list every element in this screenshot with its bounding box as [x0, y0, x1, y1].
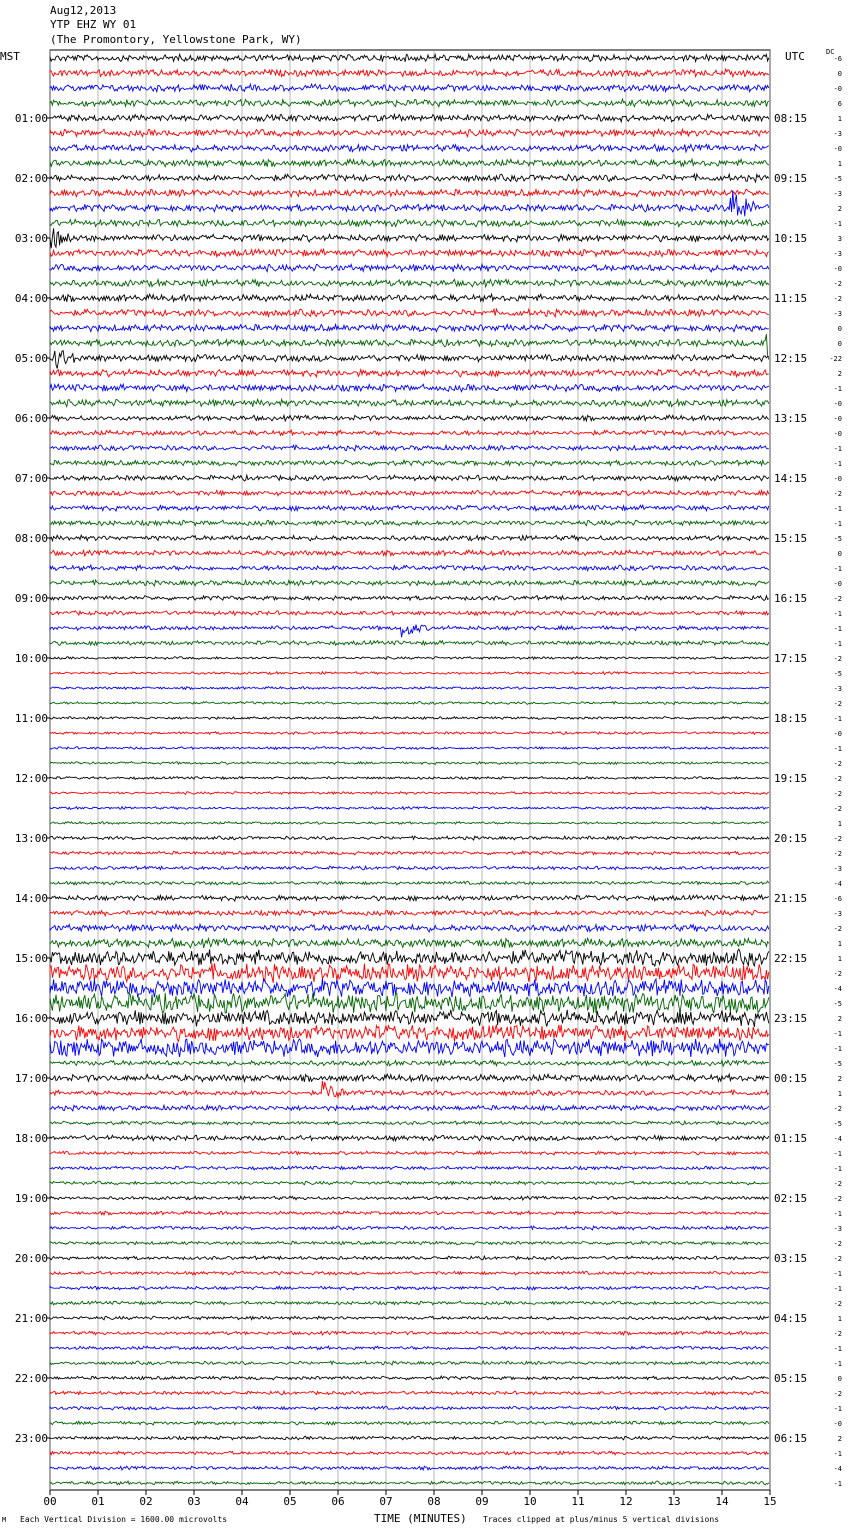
- seismic-trace: [50, 220, 769, 227]
- dc-offset-value: -3: [833, 1225, 842, 1233]
- dc-offset-value: -6: [833, 895, 842, 903]
- seismic-trace: [50, 866, 769, 870]
- seismic-trace: [50, 1121, 769, 1125]
- seismic-trace: [50, 159, 769, 167]
- seismic-trace: [50, 963, 769, 983]
- dc-offset-value: -0: [833, 85, 842, 93]
- dc-offset-value: -2: [833, 805, 842, 813]
- dc-offset-value: -1: [833, 1165, 842, 1173]
- dc-offset-value: -3: [833, 910, 842, 918]
- seismic-trace: [50, 1271, 769, 1275]
- dc-offset-value: -2: [833, 835, 842, 843]
- x-axis-title: TIME (MINUTES): [374, 1512, 467, 1525]
- station-location: (The Promontory, Yellowstone Park, WY): [50, 33, 302, 46]
- seismic-trace: [50, 625, 769, 638]
- seismic-trace: [50, 1211, 769, 1215]
- x-tick-label: 10: [523, 1495, 537, 1508]
- dc-offset-value: -2: [833, 790, 842, 798]
- seismic-trace: [50, 249, 769, 257]
- mst-hour-label: 12:00: [14, 772, 48, 785]
- dc-offset-value: -2: [833, 925, 842, 933]
- utc-hour-label: 12:15: [774, 352, 808, 365]
- dc-offset-value: 0: [837, 70, 842, 78]
- dc-offset-value: -5: [833, 535, 842, 543]
- vertical-scale-note: Each Vertical Division = 1600.00 microvolts: [20, 1515, 228, 1524]
- seismic-trace: [50, 1316, 769, 1320]
- seismic-trace: [50, 1376, 769, 1380]
- mst-hour-label: 03:00: [14, 232, 48, 245]
- utc-hour-label: 22:15: [774, 952, 808, 965]
- seismic-trace: [50, 807, 769, 810]
- seismic-trace: [50, 895, 769, 901]
- dc-offset-value: -2: [833, 1300, 842, 1308]
- x-tick-label: 12: [619, 1495, 633, 1508]
- x-tick-label: 07: [379, 1495, 393, 1508]
- seismic-trace: [50, 1025, 769, 1042]
- seismic-trace: [50, 520, 769, 526]
- dc-offset-value: 0: [837, 1375, 842, 1383]
- seismic-trace: [50, 747, 769, 750]
- seismic-trace: [50, 1301, 769, 1305]
- seismic-trace: [50, 144, 769, 152]
- dc-offset-value: -2: [833, 850, 842, 858]
- seismic-trace: [50, 294, 769, 302]
- seismic-trace: [50, 1166, 769, 1170]
- seismic-trace: [50, 129, 769, 136]
- seismic-trace: [50, 69, 769, 77]
- seismic-trace: [50, 717, 769, 720]
- mst-hour-label: 23:00: [14, 1432, 48, 1445]
- dc-offset-value: -5: [833, 1000, 842, 1008]
- dc-offset-value: -5: [833, 1120, 842, 1128]
- dc-offset-value: -0: [833, 265, 842, 273]
- dc-offset-value: -1: [833, 1045, 842, 1053]
- seismic-trace: [50, 1196, 769, 1200]
- utc-hour-label: 19:15: [774, 772, 808, 785]
- mst-hour-label: 15:00: [14, 952, 48, 965]
- utc-hour-label: 11:15: [774, 292, 808, 305]
- dc-offset-value: 0: [837, 340, 842, 348]
- dc-offset-value: -1: [833, 640, 842, 648]
- seismic-trace: [50, 550, 769, 556]
- x-tick-label: 03: [187, 1495, 201, 1508]
- dc-offset-value: -0: [833, 430, 842, 438]
- seismic-trace: [50, 174, 769, 182]
- utc-hour-label: 15:15: [774, 532, 808, 545]
- dc-offset-value: -5: [833, 1060, 842, 1068]
- dc-offset-value: 1: [837, 115, 842, 123]
- dc-offset-value: 1: [837, 940, 842, 948]
- seismic-trace: [50, 445, 769, 451]
- dc-offset-value: -2: [833, 1105, 842, 1113]
- seismic-trace: [50, 1256, 769, 1260]
- seismic-trace: [50, 777, 769, 780]
- mst-hour-label: 17:00: [14, 1072, 48, 1085]
- dc-offset-value: -2: [833, 1255, 842, 1263]
- seismic-trace: [50, 732, 769, 735]
- dc-offset-value: -0: [833, 400, 842, 408]
- utc-hour-label: 00:15: [774, 1072, 808, 1085]
- dc-offset-value: -2: [833, 1195, 842, 1203]
- dc-offset-value: -3: [833, 310, 842, 318]
- x-tick-label: 09: [475, 1495, 489, 1508]
- seismic-trace: [50, 84, 769, 92]
- seismic-trace: [50, 1331, 769, 1335]
- seismic-trace: [50, 1466, 769, 1470]
- seismic-trace: [50, 475, 769, 481]
- dc-offset-value: -1: [833, 520, 842, 528]
- mst-hour-label: 02:00: [14, 172, 48, 185]
- dc-offset-value: -5: [833, 175, 842, 183]
- seismic-trace: [50, 687, 769, 690]
- seismic-trace: [50, 460, 769, 466]
- utc-hour-label: 14:15: [774, 472, 808, 485]
- mst-hour-label: 19:00: [14, 1192, 48, 1205]
- seismic-trace: [50, 924, 769, 932]
- seismic-trace: [50, 836, 769, 840]
- dc-offset-value: -2: [833, 490, 842, 498]
- dc-offset-value: -1: [833, 1270, 842, 1278]
- mst-hour-label: 05:00: [14, 352, 48, 365]
- dc-offset-value: -1: [833, 505, 842, 513]
- dc-offset-value: -3: [833, 865, 842, 873]
- dc-offset-value: -0: [833, 1420, 842, 1428]
- mst-hour-label: 22:00: [14, 1372, 48, 1385]
- seismic-trace: [50, 415, 769, 421]
- mst-hour-label: 07:00: [14, 472, 48, 485]
- seismic-trace: [50, 1151, 769, 1155]
- dc-offset-value: -1: [833, 1480, 842, 1488]
- dc-offset-value: -2: [833, 280, 842, 288]
- seismic-trace: [50, 1074, 769, 1082]
- dc-offset-value: -2: [833, 1330, 842, 1338]
- dc-offset-value: -1: [833, 610, 842, 618]
- x-tick-label: 14: [715, 1495, 729, 1508]
- seismic-trace: [50, 505, 769, 511]
- mst-hour-label: 13:00: [14, 832, 48, 845]
- x-tick-label: 02: [139, 1495, 153, 1508]
- utc-hour-label: 06:15: [774, 1432, 808, 1445]
- dc-offset-header: DC: [826, 48, 835, 56]
- dc-offset-value: 1: [837, 820, 842, 828]
- seismic-trace: [50, 938, 769, 948]
- dc-offset-value: 2: [837, 1435, 842, 1443]
- utc-hour-label: 01:15: [774, 1132, 808, 1145]
- dc-offset-value: -1: [833, 460, 842, 468]
- dc-offset-value: -1: [833, 385, 842, 393]
- dc-offset-value: -2: [833, 775, 842, 783]
- mst-hour-label: 06:00: [14, 412, 48, 425]
- footer-mark: M: [2, 1516, 7, 1524]
- dc-offset-value: -0: [833, 145, 842, 153]
- mst-hour-label: 21:00: [14, 1312, 48, 1325]
- seismic-trace: [50, 1406, 769, 1410]
- seismic-trace: [50, 702, 769, 705]
- seismic-trace: [50, 979, 769, 998]
- seismic-trace: [50, 384, 769, 391]
- x-tick-label: 05: [283, 1495, 297, 1508]
- utc-hour-label: 17:15: [774, 652, 808, 665]
- seismic-trace: [50, 565, 769, 571]
- dc-offset-value: -2: [833, 1390, 842, 1398]
- seismic-trace: [50, 1226, 769, 1230]
- dc-offset-value: -2: [833, 295, 842, 303]
- utc-hour-label: 02:15: [774, 1192, 808, 1205]
- seismic-trace: [50, 762, 769, 765]
- x-tick-label: 00: [43, 1495, 57, 1508]
- seismic-trace: [50, 1060, 769, 1066]
- dc-offset-value: -2: [833, 595, 842, 603]
- dc-offset-value: 2: [837, 1075, 842, 1083]
- x-tick-label: 06: [331, 1495, 345, 1508]
- seismic-trace: [50, 54, 769, 61]
- seismic-trace: [50, 672, 769, 675]
- utc-hour-label: 23:15: [774, 1012, 808, 1025]
- seismic-trace: [50, 881, 769, 885]
- dc-offset-value: -1: [833, 1345, 842, 1353]
- seismic-trace: [50, 580, 769, 586]
- dc-offset-value: -1: [833, 1030, 842, 1038]
- seismic-trace: [50, 910, 769, 916]
- seismic-trace: [50, 1241, 769, 1245]
- dc-offset-value: -3: [833, 190, 842, 198]
- mst-hour-label: 01:00: [14, 112, 48, 125]
- mst-hour-label: 04:00: [14, 292, 48, 305]
- dc-offset-value: -3: [833, 685, 842, 693]
- mst-hour-label: 20:00: [14, 1252, 48, 1265]
- dc-offset-value: -0: [833, 475, 842, 483]
- seismic-trace: [50, 309, 769, 317]
- utc-hour-label: 16:15: [774, 592, 808, 605]
- dc-offset-value: -0: [833, 415, 842, 423]
- dc-offset-value: -1: [833, 1360, 842, 1368]
- dc-offset-value: -1: [833, 220, 842, 228]
- seismic-trace: [50, 264, 769, 272]
- dc-offset-value: 1: [837, 1315, 842, 1323]
- dc-offset-value: -1: [833, 1150, 842, 1158]
- dc-offset-value: -1: [833, 1450, 842, 1458]
- x-tick-label: 15: [763, 1495, 777, 1508]
- dc-offset-value: 1: [837, 160, 842, 168]
- seismic-trace: [50, 851, 769, 855]
- dc-offset-value: -1: [833, 565, 842, 573]
- dc-offset-value: 0: [837, 325, 842, 333]
- station-code: YTP EHZ WY 01: [50, 18, 137, 31]
- x-tick-label: 08: [427, 1495, 441, 1508]
- dc-offset-value: -4: [833, 1465, 842, 1473]
- mst-hour-label: 14:00: [14, 892, 48, 905]
- seismic-trace: [50, 1286, 769, 1290]
- utc-hour-label: 10:15: [774, 232, 808, 245]
- seismic-trace: [50, 279, 769, 287]
- seismic-trace: [50, 822, 769, 825]
- dc-offset-value: -3: [833, 130, 842, 138]
- seismic-trace: [50, 228, 769, 248]
- seismic-trace: [50, 1135, 769, 1141]
- utc-hour-label: 05:15: [774, 1372, 808, 1385]
- utc-hour-label: 04:15: [774, 1312, 808, 1325]
- mst-hour-label: 10:00: [14, 652, 48, 665]
- left-timezone-label: MST: [0, 50, 20, 63]
- x-tick-label: 11: [571, 1495, 585, 1508]
- dc-offset-value: -1: [833, 625, 842, 633]
- mst-hour-label: 08:00: [14, 532, 48, 545]
- seismic-trace: [50, 1105, 769, 1111]
- seismic-trace: [50, 949, 769, 966]
- dc-offset-value: -0: [833, 580, 842, 588]
- seismic-trace: [50, 334, 769, 359]
- dc-offset-value: -2: [833, 760, 842, 768]
- seismic-trace: [50, 114, 769, 121]
- seismic-trace: [50, 1039, 769, 1057]
- seismic-trace: [50, 1181, 769, 1185]
- seismic-trace: [50, 189, 769, 197]
- dc-offset-value: -1: [833, 715, 842, 723]
- seismic-trace: [50, 596, 769, 601]
- dc-offset-value: 3: [837, 235, 842, 243]
- dc-offset-value: -1: [833, 1405, 842, 1413]
- utc-hour-label: 20:15: [774, 832, 808, 845]
- dc-offset-value: -2: [833, 1240, 842, 1248]
- seismic-trace: [50, 490, 769, 496]
- dc-offset-value: -1: [833, 445, 842, 453]
- dc-offset-value: 1: [837, 955, 842, 963]
- seismic-trace: [50, 430, 769, 435]
- dc-offset-value: -3: [833, 250, 842, 258]
- dc-offset-value: 0: [837, 550, 842, 558]
- seismic-trace: [50, 1346, 769, 1350]
- dc-offset-value: 1: [837, 1090, 842, 1098]
- seismic-trace: [50, 1010, 769, 1027]
- seismic-trace: [50, 1421, 769, 1425]
- seismic-trace: [50, 641, 769, 646]
- dc-offset-value: -5: [833, 670, 842, 678]
- seismic-trace: [50, 351, 769, 369]
- dc-offset-value: 2: [837, 1015, 842, 1023]
- seismic-trace: [50, 99, 769, 107]
- x-tick-label: 04: [235, 1495, 249, 1508]
- seismic-trace: [50, 657, 769, 660]
- seismic-trace: [50, 1081, 769, 1097]
- dc-offset-value: -0: [833, 730, 842, 738]
- mst-hour-label: 18:00: [14, 1132, 48, 1145]
- utc-hour-label: 13:15: [774, 412, 808, 425]
- seismic-trace: [50, 324, 769, 331]
- dc-offset-value: -4: [833, 880, 842, 888]
- seismic-trace: [50, 399, 769, 407]
- utc-hour-label: 21:15: [774, 892, 808, 905]
- utc-hour-label: 09:15: [774, 172, 808, 185]
- dc-offset-value: 2: [837, 370, 842, 378]
- utc-hour-label: 03:15: [774, 1252, 808, 1265]
- seismic-trace: [50, 1436, 769, 1440]
- mst-hour-label: 16:00: [14, 1012, 48, 1025]
- seismic-trace: [50, 1451, 769, 1455]
- clip-note: Traces clipped at plus/minus 5 vertical divisions: [483, 1515, 720, 1524]
- dc-offset-value: -6: [833, 55, 842, 63]
- dc-offset-value: -2: [833, 970, 842, 978]
- x-tick-label: 13: [667, 1495, 681, 1508]
- dc-offset-value: -22: [829, 355, 842, 363]
- dc-offset-value: -1: [833, 1285, 842, 1293]
- seismic-trace: [50, 1391, 769, 1395]
- seismic-trace: [50, 1481, 769, 1485]
- utc-hour-label: 18:15: [774, 712, 808, 725]
- record-date: Aug12,2013: [50, 4, 117, 17]
- dc-offset-value: -4: [833, 1135, 842, 1143]
- seismic-trace: [50, 792, 769, 795]
- dc-offset-value: -2: [833, 1180, 842, 1188]
- right-timezone-label: UTC: [785, 50, 805, 63]
- dc-offset-value: -1: [833, 745, 842, 753]
- seismic-trace: [50, 369, 769, 377]
- mst-hour-label: 09:00: [14, 592, 48, 605]
- seismic-trace: [50, 993, 769, 1014]
- seismic-trace: [50, 535, 769, 541]
- dc-offset-value: -2: [833, 655, 842, 663]
- utc-hour-label: 08:15: [774, 112, 808, 125]
- x-tick-label: 01: [91, 1495, 105, 1508]
- dc-offset-value: 2: [837, 205, 842, 213]
- seismic-trace: [50, 1361, 769, 1365]
- mst-hour-label: 11:00: [14, 712, 48, 725]
- dc-offset-value: -1: [833, 1210, 842, 1218]
- dc-offset-value: 6: [837, 100, 842, 108]
- dc-offset-value: -4: [833, 985, 842, 993]
- seismic-trace: [50, 611, 769, 616]
- dc-offset-value: -2: [833, 700, 842, 708]
